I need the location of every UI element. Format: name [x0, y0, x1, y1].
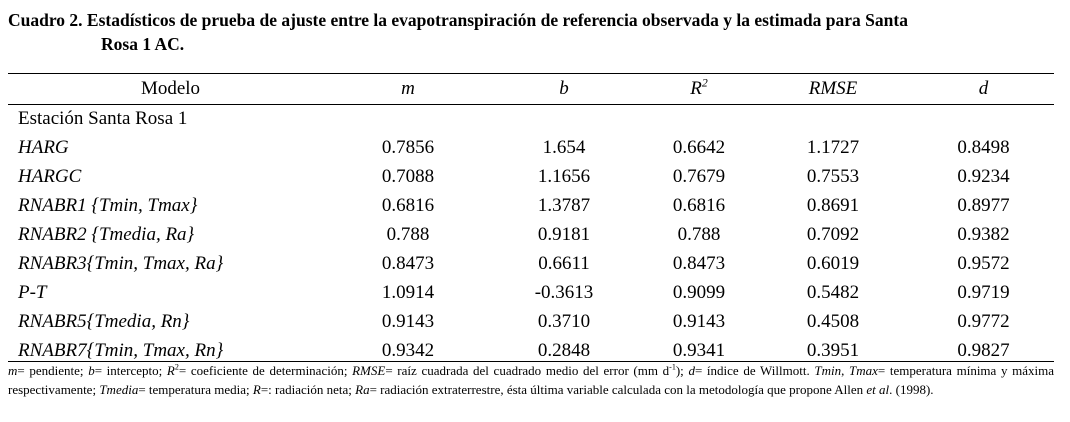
- cell-rmse: 0.7553: [806, 165, 860, 187]
- cell-b: 1.3787: [537, 194, 591, 216]
- cell-model: RNABR2 {Tmedia, Ra}: [18, 223, 195, 245]
- cell-d: 0.9719: [957, 281, 1010, 303]
- table-row: [8, 220, 1054, 249]
- cell-m: 0.788: [386, 223, 430, 245]
- table-row: [8, 249, 1054, 278]
- cell-m: 0.8473: [381, 252, 435, 274]
- cell-b: 0.2848: [537, 339, 591, 361]
- cell-b: 0.6611: [538, 252, 590, 274]
- table-row: [8, 191, 1054, 220]
- header-model: Modelo: [140, 78, 201, 99]
- table-footnote: [8, 361, 1054, 399]
- fn-r-sup: 2: [174, 362, 179, 372]
- fn-tminmax-def: = temperatura mínima y máxima respectivamente;: [8, 363, 1054, 397]
- table-row: [8, 278, 1054, 307]
- fn-m-sym: m: [8, 363, 18, 378]
- cell-model: HARGC: [18, 165, 82, 187]
- fn-d-def: = índice de Willmott.: [694, 363, 815, 378]
- cell-d: 0.9382: [957, 223, 1010, 245]
- fn-m-def: = pendiente;: [17, 363, 89, 378]
- cell-rmse: 0.8691: [806, 194, 860, 216]
- title-line-1: Cuadro 2. Estadísticos de prueba de ajuste entre la evapotranspiración de referencia observada y la estimada para Santa: [8, 10, 908, 30]
- cell-m: 0.9143: [381, 310, 435, 332]
- cell-r2: 0.788: [677, 223, 721, 245]
- fn-tmedia-def: = temperatura media;: [138, 382, 253, 397]
- cell-rmse: 0.5482: [806, 281, 860, 303]
- statistics-table: [8, 74, 1054, 365]
- header-rmse: RMSE: [808, 78, 858, 99]
- section-label: Estación Santa Rosa 1: [18, 107, 188, 129]
- cell-d: 0.8498: [957, 136, 1010, 158]
- fn-ra-sym: Ra: [355, 382, 370, 397]
- fn-tmin-sym: Tmin: [814, 363, 842, 378]
- fn-d-sym: d: [688, 363, 695, 378]
- cell-m: 0.7856: [381, 136, 435, 158]
- table-row: [8, 162, 1054, 191]
- fn-rmse-sym: RMSE: [352, 363, 386, 378]
- cell-r2: 0.6816: [672, 194, 726, 216]
- cell-r2: 0.7679: [672, 165, 726, 187]
- cell-rmse: 0.7092: [806, 223, 860, 245]
- fn-sep: ,: [841, 363, 849, 378]
- fn-r-def: = coeficiente de determinación;: [178, 363, 353, 378]
- fn-rmse-sup: -1: [669, 362, 676, 372]
- title-line-2: Rosa 1 AC.: [101, 34, 185, 54]
- fn-etal: et al: [866, 382, 890, 397]
- header-r2-sup: 2: [701, 76, 708, 90]
- cell-r2: 0.8473: [672, 252, 726, 274]
- cell-model: RNABR7{Tmin, Tmax, Rn}: [18, 339, 224, 361]
- cell-model: RNABR3{Tmin, Tmax, Ra}: [18, 252, 224, 274]
- cell-r2: 0.9099: [672, 281, 726, 303]
- cell-m: 0.6816: [381, 194, 435, 216]
- table-row: [8, 307, 1054, 336]
- cell-d: 0.8977: [957, 194, 1010, 216]
- cell-d: 0.9772: [957, 310, 1010, 332]
- cell-b: 1.654: [542, 136, 586, 158]
- header-r2-base: R: [690, 78, 702, 99]
- fn-rn-def: =: radiación neta;: [260, 382, 356, 397]
- header-row: [8, 74, 1054, 104]
- fn-r-sym: R: [166, 363, 175, 378]
- fn-tmax-sym: Tmax: [849, 363, 878, 378]
- cell-b: -0.3613: [534, 281, 594, 303]
- fn-b-def: = intercepto;: [94, 363, 167, 378]
- cell-m: 1.0914: [381, 281, 435, 303]
- cell-m: 0.7088: [381, 165, 435, 187]
- cell-model: P-T: [18, 281, 47, 303]
- cell-rmse: 1.1727: [806, 136, 860, 158]
- header-r2: [645, 74, 753, 104]
- fn-ra-def: = radiación extraterrestre, ésta última variable calculada con la metodología que propone Allen: [369, 382, 867, 397]
- header-d: d: [978, 78, 989, 99]
- cell-r2: 0.9341: [672, 339, 726, 361]
- cell-r2: 0.9143: [672, 310, 726, 332]
- cell-m: 0.9342: [381, 339, 435, 361]
- table-title: [8, 8, 1058, 56]
- section-row: [8, 104, 1054, 133]
- cell-model: RNABR1 {Tmin, Tmax}: [18, 194, 198, 216]
- fn-rmse-close: );: [675, 363, 689, 378]
- cell-rmse: 0.3951: [806, 339, 860, 361]
- cell-d: 0.9234: [957, 165, 1010, 187]
- cell-rmse: 0.4508: [806, 310, 860, 332]
- header-b: b: [559, 78, 569, 99]
- cell-d: 0.9827: [957, 339, 1010, 361]
- fn-rmse-def: = raíz cuadrada del cuadrado medio del error (mm d: [385, 363, 670, 378]
- fn-b-sym: b: [88, 363, 95, 378]
- cell-d: 0.9572: [957, 252, 1010, 274]
- fn-rn-sym: R: [252, 382, 261, 397]
- fn-tail: . (1998).: [889, 382, 934, 397]
- table-row: [8, 133, 1054, 162]
- fn-tmedia-sym: Tmedia: [99, 382, 139, 397]
- cell-rmse: 0.6019: [806, 252, 860, 274]
- header-m: m: [401, 78, 415, 99]
- cell-b: 1.1656: [537, 165, 591, 187]
- cell-model: RNABR5{Tmedia, Rn}: [18, 310, 190, 332]
- cell-b: 0.9181: [537, 223, 591, 245]
- cell-r2: 0.6642: [672, 136, 726, 158]
- cell-model: HARG: [18, 136, 69, 158]
- cell-b: 0.3710: [537, 310, 591, 332]
